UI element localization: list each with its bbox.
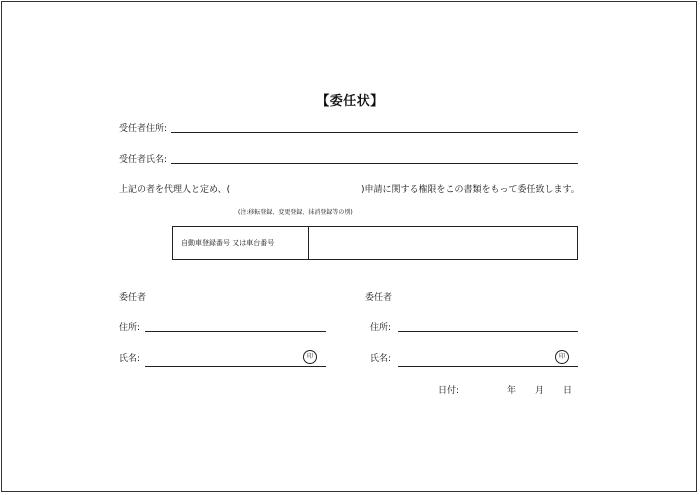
registration-number-label: 自動車登録番号 又は車台番号 xyxy=(181,239,275,247)
principal-right-address-label: 住所: xyxy=(370,323,392,333)
agent-address-label: 受任者住所: xyxy=(119,124,168,134)
principal-left-name-field[interactable] xyxy=(145,366,326,367)
principal-right-address-field[interactable] xyxy=(398,331,578,332)
principal-right-heading: 委任者 xyxy=(365,293,393,303)
agent-name-label: 受任者氏名: xyxy=(119,155,168,165)
delegation-prefix: 上記の者を代理人と定め、( xyxy=(119,185,231,195)
year-field[interactable] xyxy=(465,385,503,397)
day-label: 日 xyxy=(563,386,573,396)
principal-left-seal-icon: 印 xyxy=(303,350,317,364)
date-label: 日付: xyxy=(438,386,460,396)
registration-divider xyxy=(308,227,309,259)
registration-number-box xyxy=(172,226,578,260)
principal-right-seal-icon: 印 xyxy=(555,350,569,364)
principal-left-address-field[interactable] xyxy=(145,331,326,332)
day-field[interactable] xyxy=(546,385,562,397)
application-type-field[interactable] xyxy=(236,184,361,196)
document-title: 【委任状】 xyxy=(316,94,384,109)
principal-right-name-field[interactable] xyxy=(398,366,578,367)
principal-left-name-label: 氏名: xyxy=(119,354,141,364)
month-label: 月 xyxy=(535,386,545,396)
agent-name-field[interactable] xyxy=(171,163,578,164)
principal-left-address-label: 住所: xyxy=(119,323,141,333)
agent-address-field[interactable] xyxy=(171,132,578,133)
delegation-suffix: )申請に関する権限をこの書類をもって委任致します。 xyxy=(361,185,580,195)
application-type-note: (注:移転登録、変更登録、抹消登録等の別) xyxy=(238,209,353,216)
principal-right-name-label: 氏名: xyxy=(370,354,392,364)
principal-left-heading: 委任者 xyxy=(119,293,147,303)
registration-number-field[interactable] xyxy=(315,238,570,250)
month-field[interactable] xyxy=(518,385,534,397)
year-label: 年 xyxy=(507,386,517,396)
